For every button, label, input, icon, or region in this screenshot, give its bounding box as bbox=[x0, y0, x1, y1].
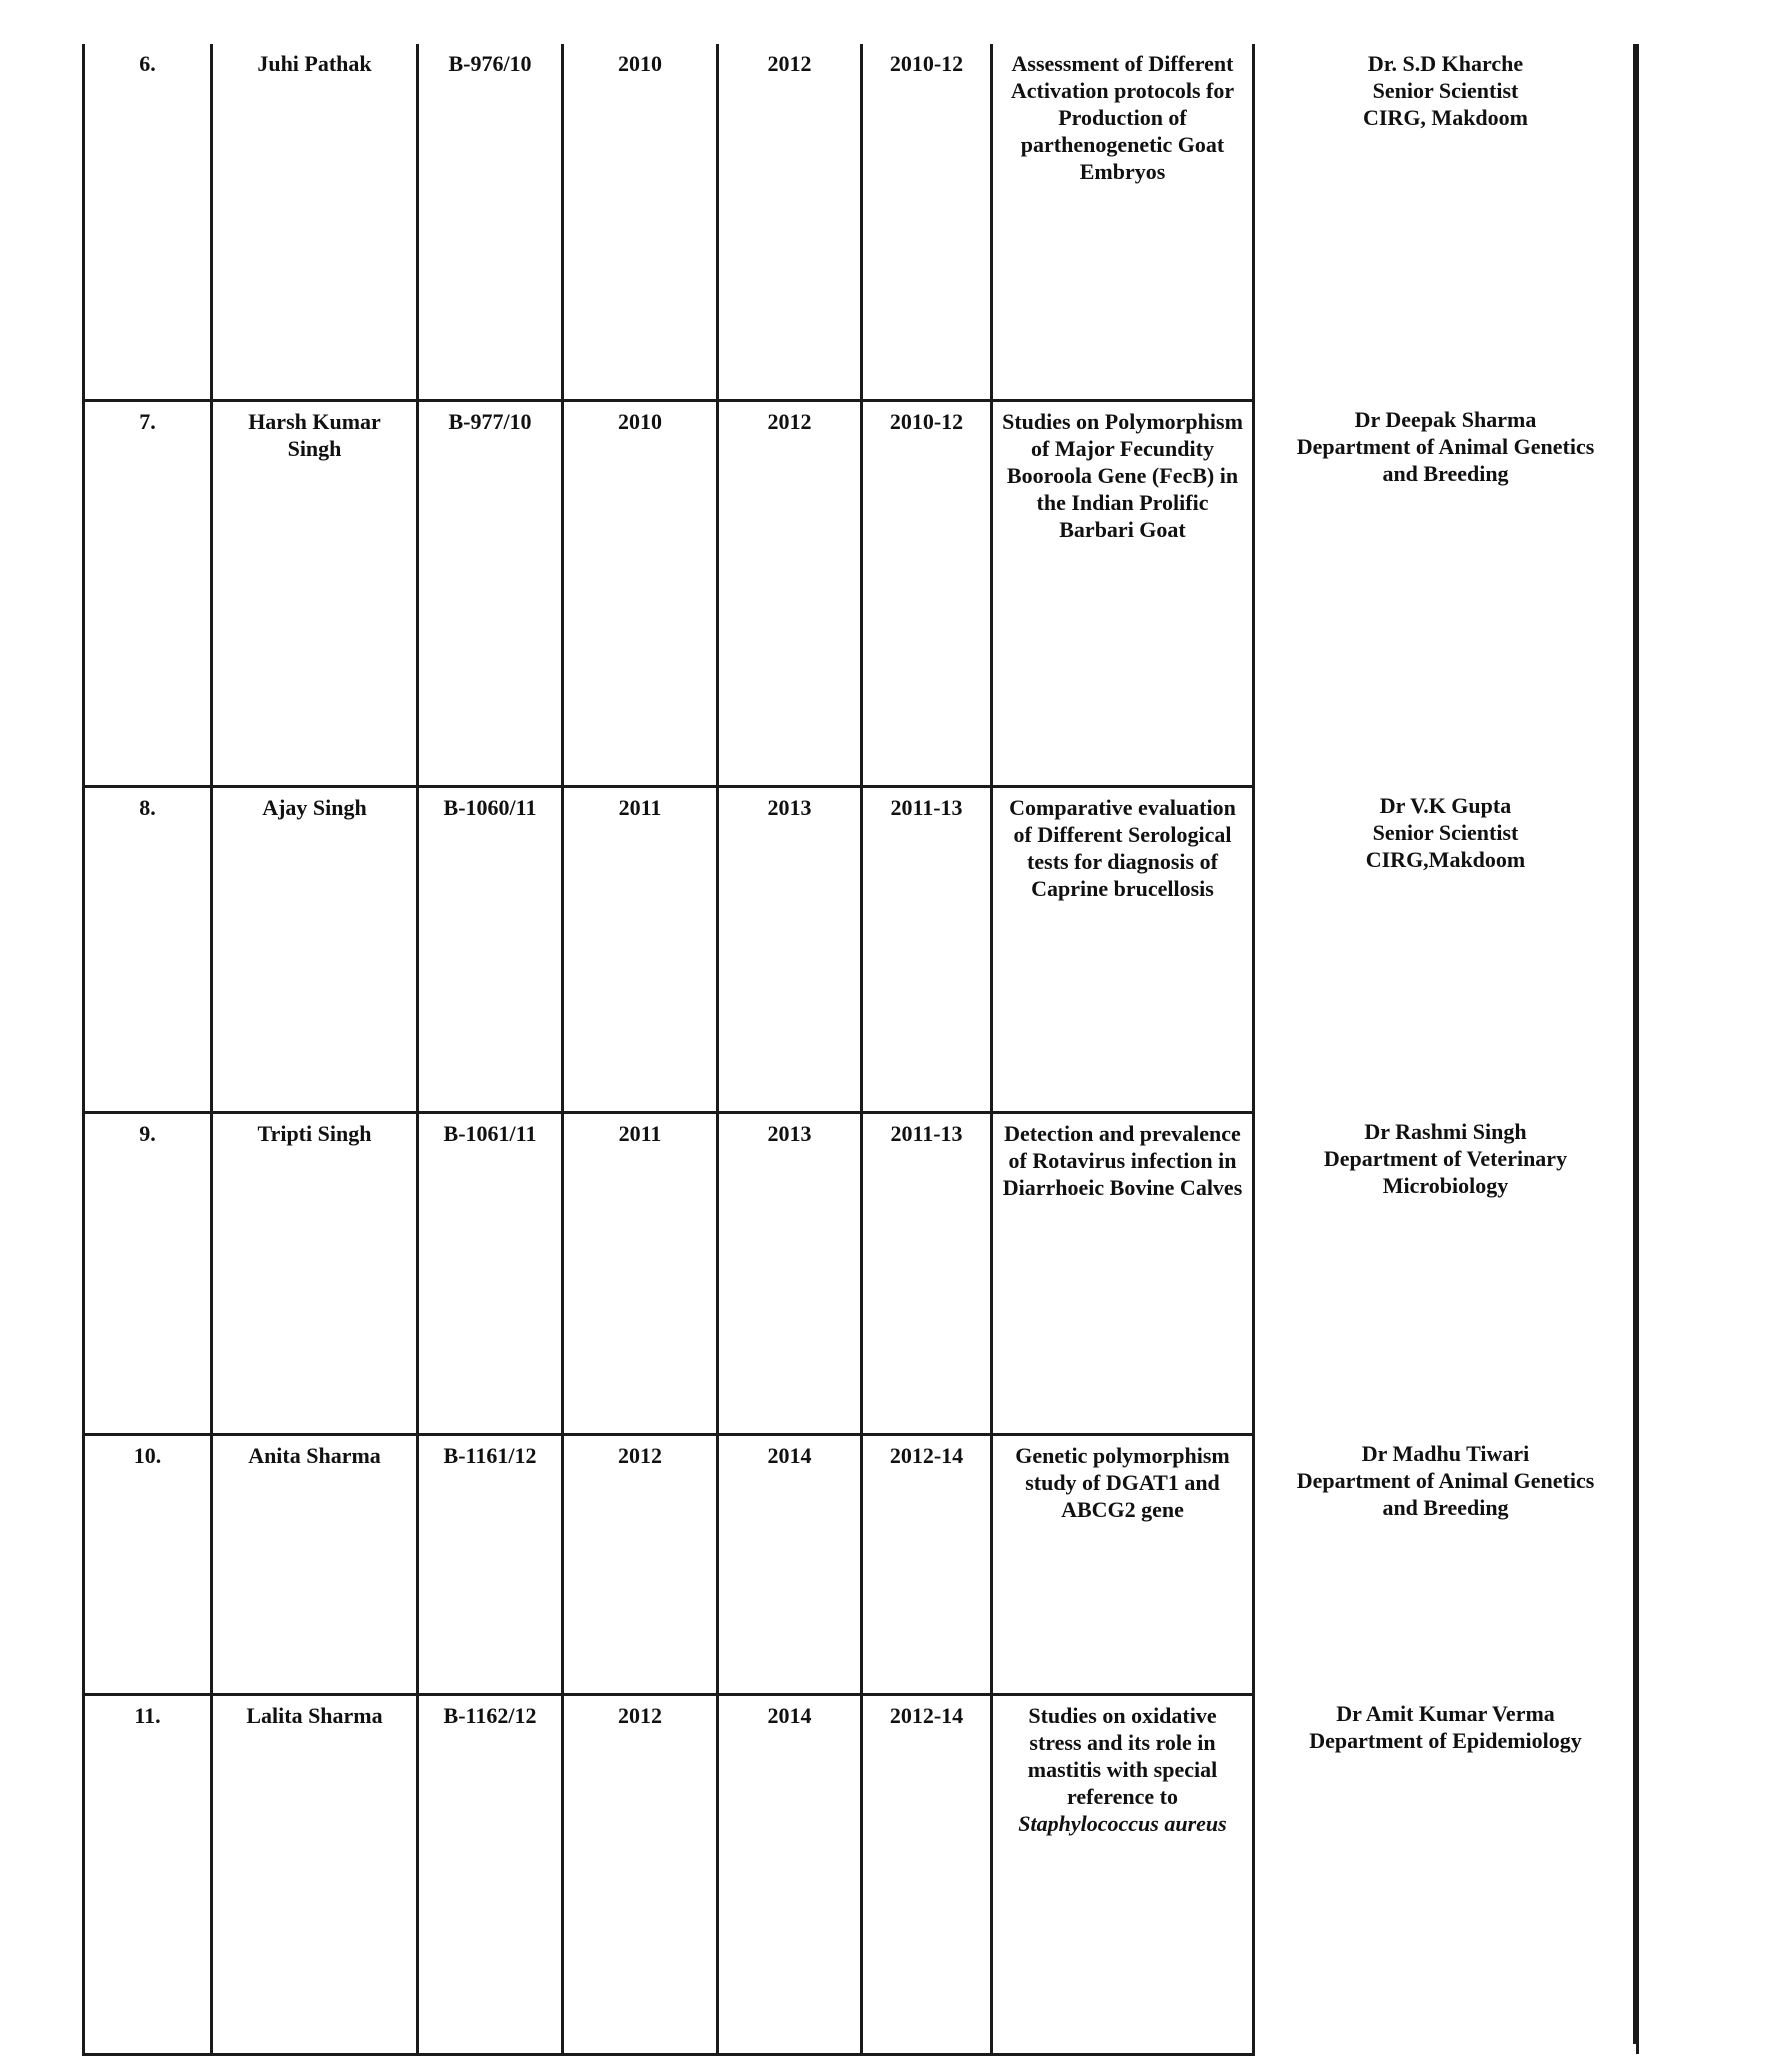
table-row bbox=[84, 1694, 1638, 2054]
supervisor-department-cont: and Breeding bbox=[1382, 461, 1509, 486]
table-row bbox=[84, 400, 1638, 786]
student-name: Anita Sharma bbox=[212, 1434, 418, 1694]
supervisor-department: Department of Veterinary bbox=[1323, 1146, 1568, 1171]
supervisor bbox=[1254, 1112, 1638, 1434]
session: 2012-14 bbox=[862, 1694, 992, 2054]
table-row bbox=[84, 786, 1638, 1112]
supervisor-designation: Senior Scientist bbox=[1372, 78, 1519, 103]
serial-number: 7. bbox=[84, 400, 212, 786]
admission-year: 2012 bbox=[563, 1694, 718, 2054]
completion-year: 2013 bbox=[718, 1112, 862, 1434]
supervisor-name: Dr Deepak Sharma bbox=[1354, 407, 1537, 432]
student-name: Tripti Singh bbox=[212, 1112, 418, 1434]
serial-number: 6. bbox=[84, 44, 212, 400]
supervisor-name: Dr V.K Gupta bbox=[1379, 793, 1512, 818]
serial-number: 11. bbox=[84, 1694, 212, 2054]
right-border-rule bbox=[1633, 44, 1636, 2044]
session: 2012-14 bbox=[862, 1434, 992, 1694]
admission-year: 2010 bbox=[563, 400, 718, 786]
registration-number: B-976/10 bbox=[418, 44, 563, 400]
serial-number: 8. bbox=[84, 786, 212, 1112]
completion-year: 2013 bbox=[718, 786, 862, 1112]
supervisor-department-cont: and Breeding bbox=[1382, 1495, 1509, 1520]
registration-number: B-977/10 bbox=[418, 400, 563, 786]
supervisor-affiliation: CIRG,Makdoom bbox=[1365, 847, 1526, 872]
thesis-title-species: Staphylococcus aureus bbox=[1018, 1810, 1227, 1836]
thesis-title: Detection and prevalence of Rotavirus infection in Diarrhoeic Bovine Calves bbox=[992, 1112, 1254, 1434]
session: 2011-13 bbox=[862, 786, 992, 1112]
supervisor bbox=[1254, 1434, 1638, 1694]
session: 2010-12 bbox=[862, 400, 992, 786]
supervisor bbox=[1254, 1694, 1638, 2054]
supervisor-name: Dr Rashmi Singh bbox=[1364, 1119, 1527, 1144]
supervisor bbox=[1254, 400, 1638, 786]
supervisor-department: Department of Animal Genetics bbox=[1296, 1468, 1595, 1493]
registration-number: B-1061/11 bbox=[418, 1112, 563, 1434]
thesis-title bbox=[992, 1694, 1254, 2054]
session: 2011-13 bbox=[862, 1112, 992, 1434]
completion-year: 2014 bbox=[718, 1434, 862, 1694]
student-name: Harsh Kumar Singh bbox=[212, 400, 418, 786]
supervisor-designation: Senior Scientist bbox=[1372, 820, 1519, 845]
registration-number: B-1161/12 bbox=[418, 1434, 563, 1694]
thesis-title-text: Studies on oxidative stress and its role in mastitis with special reference to bbox=[1027, 1702, 1218, 1809]
serial-number: 9. bbox=[84, 1112, 212, 1434]
admission-year: 2012 bbox=[563, 1434, 718, 1694]
admission-year: 2011 bbox=[563, 786, 718, 1112]
thesis-title: Studies on Polymorphism of Major Fecundity Booroola Gene (FecB) in the Indian Prolific Barbari Goat bbox=[992, 400, 1254, 786]
session: 2010-12 bbox=[862, 44, 992, 400]
supervisor-name: Dr Madhu Tiwari bbox=[1361, 1441, 1530, 1466]
admission-year: 2010 bbox=[563, 44, 718, 400]
registration-number: B-1060/11 bbox=[418, 786, 563, 1112]
completion-year: 2012 bbox=[718, 44, 862, 400]
thesis-title: Assessment of Different Activation protocols for Production of parthenogenetic Goat Embryos bbox=[992, 44, 1254, 400]
student-name: Lalita Sharma bbox=[212, 1694, 418, 2054]
records-table bbox=[82, 44, 1639, 2056]
student-name: Juhi Pathak bbox=[212, 44, 418, 400]
table-row bbox=[84, 44, 1638, 400]
completion-year: 2012 bbox=[718, 400, 862, 786]
thesis-title: Comparative evaluation of Different Serological tests for diagnosis of Caprine brucellosis bbox=[992, 786, 1254, 1112]
supervisor bbox=[1254, 786, 1638, 1112]
supervisor bbox=[1254, 44, 1638, 400]
admission-year: 2011 bbox=[563, 1112, 718, 1434]
supervisor-department-cont: Microbiology bbox=[1382, 1173, 1509, 1198]
student-name: Ajay Singh bbox=[212, 786, 418, 1112]
completion-year: 2014 bbox=[718, 1694, 862, 2054]
supervisor-name: Dr. S.D Kharche bbox=[1367, 51, 1524, 76]
supervisor-affiliation: CIRG, Makdoom bbox=[1362, 105, 1528, 130]
supervisor-department: Department of Animal Genetics bbox=[1296, 434, 1595, 459]
supervisor-department: Department of Epidemiology bbox=[1309, 1728, 1582, 1753]
serial-number: 10. bbox=[84, 1434, 212, 1694]
registration-number: B-1162/12 bbox=[418, 1694, 563, 2054]
table-row bbox=[84, 1434, 1638, 1694]
thesis-title: Genetic polymorphism study of DGAT1 and ABCG2 gene bbox=[992, 1434, 1254, 1694]
table-row bbox=[84, 1112, 1638, 1434]
supervisor-name: Dr Amit Kumar Verma bbox=[1336, 1701, 1555, 1726]
